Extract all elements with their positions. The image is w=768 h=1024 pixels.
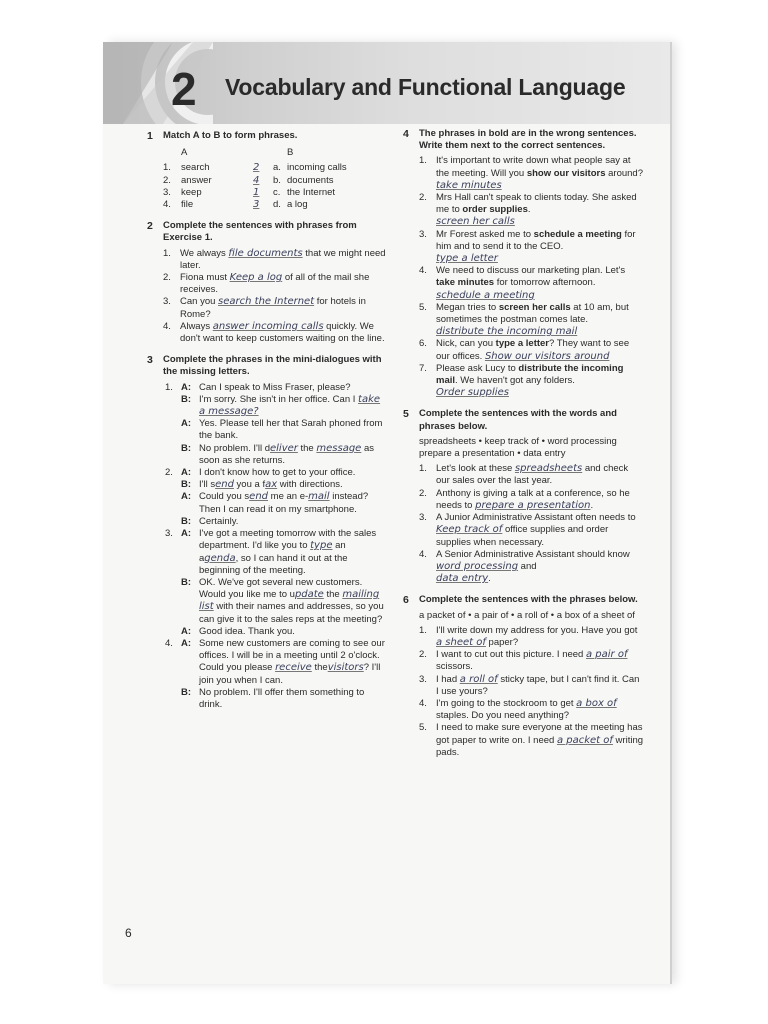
handwritten-answer: 3 [253, 199, 260, 211]
unit-header-banner [103, 42, 670, 124]
exercise-2 [147, 220, 387, 345]
handwritten-answer: message [316, 442, 362, 454]
dialogue-line: Good idea. Thank you. [199, 625, 295, 637]
sentence-text: I'll write down my address for you. Have you got [436, 624, 638, 636]
dialogue-line: the [297, 442, 314, 454]
dialogue-line: you a f [233, 479, 266, 491]
dialogue-line: I don't know how to get to your office. [199, 467, 356, 479]
handwritten-answer: a sheet of [436, 636, 486, 648]
item-number: 3. [165, 528, 173, 540]
handwritten-answer: schedule a meeting [436, 289, 535, 301]
handwritten-answer: 4 [253, 174, 260, 186]
item-number: 5. [419, 301, 427, 313]
sentence-text: Let's look at these [436, 463, 515, 475]
dialogue-line: me an e- [268, 491, 309, 503]
bold-phrase: schedule a meeting [533, 228, 622, 240]
exercise-number: 6 [403, 594, 409, 607]
item-number: 4. [419, 697, 427, 709]
item-number: 2. [165, 467, 173, 479]
exercise-number: 5 [403, 408, 409, 421]
sentence-item [419, 192, 643, 229]
handwritten-answer: 2 [253, 162, 260, 174]
sentence-item [419, 229, 643, 266]
sentence-text: I had [436, 673, 460, 685]
sentence-item [419, 463, 643, 487]
sentence-text: Mr Forest asked me to [436, 228, 534, 240]
sentence-text: and [518, 560, 537, 572]
sentence-text: staples. Do you need anything? [436, 710, 570, 722]
dialogue-line: Can I speak to Miss Fraser, please? [199, 381, 351, 393]
item-number: 3. [163, 296, 171, 308]
handwritten-answer: visitors [327, 662, 364, 674]
handwritten-answer: a roll of [459, 673, 498, 685]
left-column [147, 130, 387, 720]
sentence-text: I need to make sure everyone at the meeting has got paper to write on. I need [436, 722, 643, 746]
sentence-text: for him and to send it to the CEO. [436, 228, 636, 252]
sentence-text: and check our sales over the last year. [436, 463, 629, 487]
item-letter: d. [273, 199, 281, 211]
handwritten-answer: Order supplies [436, 387, 509, 399]
dialogue-line: an a [199, 540, 346, 564]
handwritten-answer: word processing [436, 560, 519, 572]
handwritten-answer: data entry [436, 573, 489, 585]
handwritten-answer: Keep track of [436, 524, 503, 536]
dialogue-line: I'll s [199, 479, 216, 491]
dialogue-line: ? I'll join you when I can. [199, 662, 381, 686]
handwritten-answer: answer incoming calls [212, 320, 324, 332]
item-number: 4. [419, 548, 427, 560]
unit-title: Vocabulary and Functional Language [225, 74, 626, 100]
match-row [163, 199, 387, 211]
sentence-text: Can you [180, 296, 219, 308]
bold-phrase: type a letter [495, 338, 549, 350]
match-header [163, 147, 387, 159]
handwritten-answer: type a letter [436, 253, 498, 265]
item-number: 2. [163, 272, 171, 284]
sentence-text: of all of the mail she receives. [180, 272, 370, 296]
exercise-instruction: Complete the sentences with the words and phrases below. [419, 408, 617, 432]
phrase-b: the Internet [287, 186, 336, 198]
sentence-item [419, 155, 643, 192]
handwritten-answer: end [249, 491, 269, 503]
unit-number: 2 [171, 63, 197, 115]
handwritten-answer: file documents [228, 247, 303, 259]
sentence-text: scissors. [436, 661, 473, 673]
match-row [163, 162, 387, 174]
sentence-text: Mrs Hall can't speak to clients today. She asked me to [436, 192, 637, 216]
item-number: 4. [163, 320, 171, 332]
phrase-b: a log [287, 199, 308, 211]
handwritten-answer: Show our visitors around [484, 350, 610, 362]
handwritten-answer: mail [308, 491, 330, 503]
bold-phrase: take minutes [436, 277, 495, 289]
sentence-text: I want to cut out this picture. I need [436, 649, 586, 661]
dialogue-line: the [323, 589, 340, 601]
item-number: 4. [163, 199, 171, 211]
sentence-text: . We haven't got any folders. [455, 375, 575, 387]
phrase-a: answer [181, 174, 212, 186]
dialogue-line: I'm sorry. She isn't in her office. Can I [199, 393, 356, 405]
phrase-b: incoming calls [287, 162, 347, 174]
item-number: 1. [419, 624, 427, 636]
handwritten-answer: mailing list [199, 589, 380, 613]
handwritten-answer: eliver [269, 442, 298, 454]
phrase-a: search [181, 162, 210, 174]
exercise-6 [403, 594, 643, 759]
exercise-instruction: The phrases in bold are in the wrong sentences. Write them next to the correct sentences. [419, 128, 637, 152]
sentence-text: . [488, 573, 491, 585]
dialogue-1: 1. A: Can I speak to Miss Fraser, please? B: I'm sorry. She isn't in her office. Can I take a message? A: Yes. Please tell her that Sarah phoned from the bank. B: No problem. I'll deliver the message as soon as she returns. [181, 382, 387, 467]
handwritten-answer: screen her calls [436, 216, 515, 228]
sentence-item [419, 722, 643, 759]
item-number: 3. [419, 512, 427, 524]
bold-phrase: show our visitors [526, 167, 606, 179]
handwritten-answer: a box of [576, 697, 617, 709]
handwritten-answer: a pair of [585, 649, 628, 661]
sentence-item [419, 625, 643, 649]
sentence-text: A Junior Administrative Assistant often needs to [436, 512, 636, 524]
exercise-instruction: Complete the phrases in the mini-dialogues with the missing letters. [163, 354, 382, 378]
sentence-text: Anthony is giving a talk at a conference, so he needs to [436, 487, 630, 511]
sentence-item [419, 549, 643, 586]
exercise-5 [403, 408, 643, 585]
sentence-text: It's important to write down what people say at the meeting. Will you [436, 155, 631, 179]
dialogue-line: OK. We've got several new customers. Would you like me to u [199, 576, 363, 601]
sentence-text: We always [180, 247, 229, 259]
sentence-text: paper? [485, 636, 519, 648]
item-number: 2. [419, 192, 427, 204]
handwritten-answer: take a message? [199, 393, 381, 418]
sentence-text: I'm going to the stockroom to get [436, 697, 577, 709]
item-number: 6. [419, 338, 427, 350]
item-letter: c. [273, 186, 281, 198]
handwritten-answer: pdate [294, 589, 324, 601]
sentence-item [419, 338, 643, 362]
item-number: 3. [419, 228, 427, 240]
item-number: 3. [419, 673, 427, 685]
dialogue-line: as soon as she returns. [199, 442, 375, 466]
item-number: 2. [419, 487, 427, 499]
sentence-text: Megan tries to [436, 301, 499, 313]
sentence-text: office supplies and order supplies when necessary. [436, 524, 609, 548]
dialogue-line: Yes. Please tell her that Sarah phoned from the bank. [199, 418, 383, 442]
sentence-item [419, 674, 643, 698]
dialogue-line: I've got a meeting tomorrow with the sales department. I'd like you to [199, 528, 377, 552]
item-number: 1. [163, 162, 171, 174]
sentence-text: at 10 am, but sometimes the postman comes late. [436, 301, 629, 326]
sentence-item [419, 488, 643, 512]
handwritten-answer: genda [204, 552, 236, 564]
sentence-item [163, 248, 387, 272]
sentence-text: Always [180, 320, 213, 332]
dialogue-line: No problem. I'll d [199, 442, 270, 454]
item-number: 3. [163, 186, 171, 198]
handwritten-answer: a packet of [556, 734, 613, 746]
sentence-item [419, 363, 643, 400]
sentence-item [163, 296, 387, 320]
item-letter: a. [273, 162, 281, 174]
dialogue-line: with directions. [277, 479, 343, 491]
match-row [163, 175, 387, 187]
column-a-label: A [181, 147, 188, 159]
dialogue-line: with their names and addresses, so you can give it to the sales reps at the meeting? [199, 601, 384, 625]
item-letter: b. [273, 174, 281, 186]
sentence-text: Nick, can you [436, 338, 496, 350]
dialogue-line: instead? Then I can read it on my smartphone. [199, 491, 369, 515]
word-box: a packet of • a pair of • a roll of • a box of a sheet of [419, 609, 635, 621]
handwritten-answer: take minutes [436, 179, 502, 191]
bold-phrase: screen her calls [498, 301, 571, 313]
sentence-text: Fiona must [180, 272, 230, 284]
handwritten-answer: ax [265, 479, 278, 491]
item-number: 1. [419, 155, 427, 167]
dialogue-line: , so I can hand it out at the beginning of the meeting. [199, 552, 348, 576]
dialogue-line: No problem. I'll offer them something to drink. [199, 686, 365, 710]
dialogue-line: the [311, 662, 328, 674]
exercise-number: 3 [147, 354, 153, 367]
dialogue-line: Could you s [199, 491, 250, 503]
item-number: 7. [419, 362, 427, 374]
exercise-1 [147, 130, 387, 211]
exercise-number: 4 [403, 128, 409, 140]
sentence-item [419, 265, 643, 302]
sentence-item [163, 321, 387, 345]
sentence-text: that we might need later. [180, 247, 386, 271]
sentence-text: for hotels in Rome? [180, 296, 366, 320]
sentence-text: for tomorrow afternoon. [494, 277, 596, 289]
word-box: spreadsheets • keep track of • word processing prepare a presentation • data entry [419, 435, 617, 460]
sentence-text: A Senior Administrative Assistant should know [436, 548, 630, 560]
item-number: 5. [419, 722, 427, 734]
dialogue-3: 3. A: I've got a meeting tomorrow with the sales department. I'd like you to type an agenda, so I can hand it out at the beginning of the meeting. B: OK. We've got several new customers. Would you like me to update the mailing list with their names and addresses, so you can give it to the sales reps at the meeting? A: Good idea. Thank you. [181, 528, 387, 638]
item-number: 1. [419, 463, 427, 475]
item-number: 4. [419, 265, 427, 277]
match-row [163, 187, 387, 199]
right-column [403, 128, 643, 768]
sentence-item [419, 649, 643, 673]
item-number: 1. [163, 247, 171, 259]
dialogue-line: Some new customers are coming to see our offices. I will be in a meeting until 2 o'clock. Could you please [199, 637, 385, 674]
item-number: 4. [165, 637, 173, 649]
exercise-number: 1 [147, 130, 153, 142]
handwritten-answer: 1 [253, 186, 260, 198]
exercise-instruction: Complete the sentences with phrases from Exercise 1. [163, 220, 357, 244]
handwritten-answer: distribute the incoming mail [436, 326, 578, 338]
column-b-label: B [287, 147, 294, 159]
handwritten-answer: type [310, 540, 333, 552]
sentence-text: around? [605, 167, 643, 179]
exercise-instruction: Complete the sentences with the phrases below. [419, 594, 638, 606]
exercise-4 [403, 128, 643, 399]
exercise-number: 2 [147, 220, 153, 233]
handwritten-answer: search the Internet [218, 296, 315, 308]
sentence-text: sticky tape, but I can't find it. Can I use yours? [436, 673, 640, 697]
workbook-page [103, 42, 670, 984]
dialogue-line: Certainly. [199, 515, 239, 527]
handwritten-answer: end [215, 479, 234, 491]
page-number: 6 [125, 926, 132, 940]
handwritten-answer: receive [275, 662, 312, 674]
dialogue-4: 4. A: Some new customers are coming to see our offices. I will be in a meeting until 2 o'clock. Could you please receive thevisitors? I'll join you when I can. B: No problem. I'll offer them something to drink. [181, 638, 387, 711]
item-number: 2. [163, 174, 171, 186]
sentence-text: . [590, 499, 594, 511]
item-number: 2. [419, 649, 427, 661]
bold-phrase: order supplies [462, 204, 528, 216]
handwritten-answer: prepare a presentation [475, 499, 591, 511]
handwritten-answer: spreadsheets [514, 463, 583, 475]
phrase-a: keep [181, 186, 202, 198]
phrase-a: file [181, 199, 194, 211]
exercise-instruction: Match A to B to form phrases. [163, 130, 298, 141]
sentence-text: ? They want to see our offices. [436, 338, 630, 362]
sentence-text: We need to discuss our marketing plan. Let's [436, 265, 626, 277]
exercise-3 [147, 354, 387, 711]
sentence-text: . [527, 204, 531, 216]
sentence-item [419, 698, 643, 722]
sentence-item [163, 272, 387, 296]
bold-phrase: distribute the incoming mail [436, 362, 624, 387]
sentence-text: writing pads. [436, 734, 644, 758]
sentence-item [419, 302, 643, 339]
sentence-item [419, 512, 643, 549]
sentence-text: quickly. We don't want to keep customers waiting on the line. [180, 320, 385, 345]
dialogue-2: 2. A: I don't know how to get to your office. B: I'll send you a fax with directions. A: Could you send me an e-mail instead? Then I can read it on my smartphone. B: Certainly. [181, 467, 387, 528]
sentence-text: Please ask Lucy to [436, 362, 519, 374]
phrase-b: documents [287, 174, 334, 186]
handwritten-answer: Keep a log [229, 272, 283, 284]
item-number: 1. [165, 381, 173, 393]
